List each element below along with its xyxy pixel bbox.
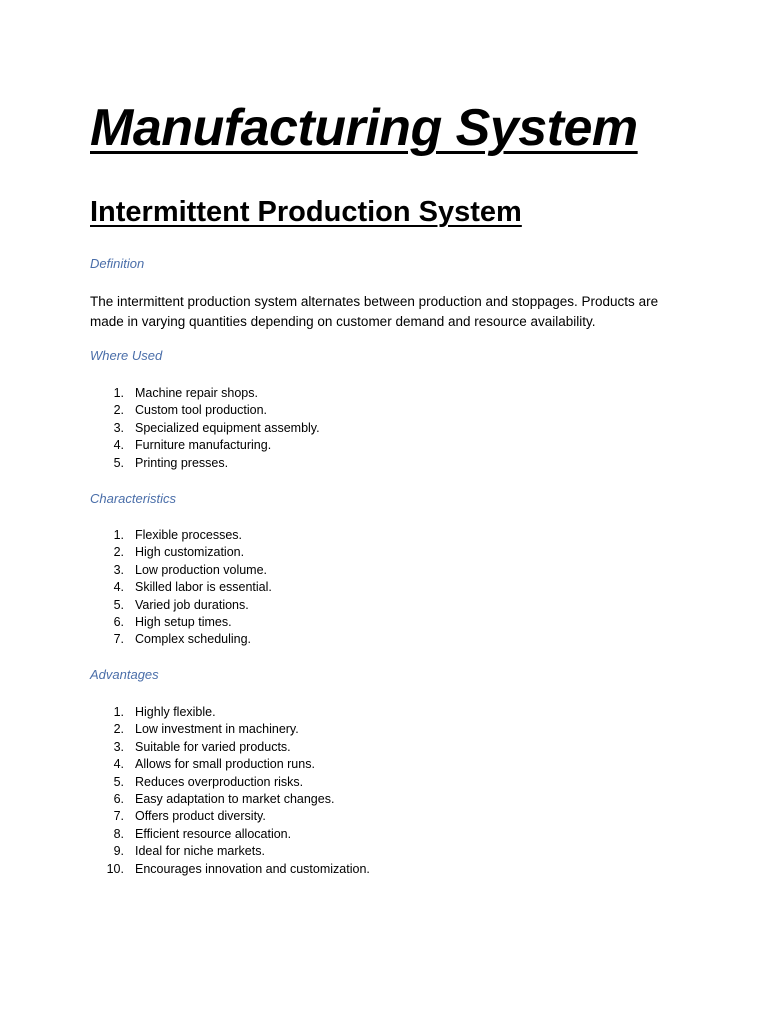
list-item: [90, 455, 320, 472]
list-item-number: 5.: [113, 597, 124, 612]
list-item-text: Suitable for varied products.: [135, 739, 291, 754]
list-item-text: Furniture manufacturing.: [135, 438, 272, 453]
list-item-number: 4.: [113, 757, 124, 772]
list-item-number: 3.: [113, 420, 124, 435]
list-item: [90, 437, 320, 454]
list-item-text: Machine repair shops.: [135, 386, 258, 400]
list-item-number: 7.: [113, 809, 124, 824]
list-item-number: 6.: [113, 615, 124, 630]
list-item: [90, 385, 320, 402]
list-item-number: 4.: [113, 580, 124, 595]
list-item-text: High setup times.: [135, 615, 232, 630]
characteristics-heading: Characteristics: [90, 491, 176, 506]
list-item-text: Low production volume.: [135, 562, 268, 577]
list-item: [90, 808, 370, 825]
list-item: [90, 562, 272, 579]
list-item: [90, 791, 370, 808]
list-item-text: Efficient resource allocation.: [135, 826, 292, 841]
list-item: [90, 402, 320, 419]
list-item: [90, 544, 272, 561]
list-item-number: 7.: [113, 632, 124, 647]
list-item-text: Printing presses.: [135, 455, 229, 470]
list-item-text: Ideal for niche markets.: [135, 844, 265, 859]
list-item: [90, 420, 320, 437]
document-title: Manufacturing System: [90, 99, 638, 157]
list-item-number: 1.: [113, 386, 124, 400]
list-item-text: Flexible processes.: [135, 528, 242, 542]
list-item-text: Allows for small production runs.: [135, 757, 315, 772]
list-item-text: High customization.: [135, 545, 245, 560]
definition-heading: Definition: [90, 256, 145, 271]
characteristics-list: [90, 527, 272, 649]
list-item-number: 10.: [106, 861, 124, 876]
list-item: [90, 756, 370, 773]
list-item: [90, 631, 272, 648]
list-item-text: Reduces overproduction risks.: [135, 774, 304, 789]
list-item: [90, 774, 370, 791]
list-item: [90, 739, 370, 756]
list-item-text: Complex scheduling.: [135, 632, 252, 647]
list-item: [90, 614, 272, 631]
list-item: [90, 527, 272, 544]
list-item-text: Specialized equipment assembly.: [135, 420, 320, 435]
list-item-text: Highly flexible.: [135, 705, 216, 719]
where-used-list: [90, 385, 320, 472]
list-item: [90, 843, 370, 860]
list-item-text: Offers product diversity.: [135, 809, 266, 824]
list-item: [90, 704, 370, 721]
list-item-text: Varied job durations.: [135, 597, 249, 612]
list-item-text: Low investment in machinery.: [135, 722, 299, 737]
list-item: [90, 721, 370, 738]
advantages-heading: Advantages: [90, 667, 159, 682]
advantages-list: [90, 704, 370, 878]
definition-paragraph: The intermittent production system alternates between production and stoppages. Products are made in varying quantities depending on customer demand and resource availability.: [90, 294, 659, 329]
list-item-number: 3.: [113, 739, 124, 754]
list-item-number: 5.: [113, 774, 124, 789]
list-item-number: 2.: [113, 403, 124, 418]
where-used-heading: Where Used: [90, 348, 163, 363]
list-item-number: 3.: [113, 562, 124, 577]
list-item: [90, 826, 370, 843]
list-item-number: 2.: [113, 545, 124, 560]
list-item-number: 9.: [113, 844, 124, 859]
list-item: [90, 597, 272, 614]
list-item-number: 5.: [113, 455, 124, 470]
list-item-text: Skilled labor is essential.: [135, 580, 272, 595]
list-item-number: 1.: [113, 528, 124, 542]
list-item-number: 1.: [113, 705, 124, 719]
list-item-number: 2.: [113, 722, 124, 737]
list-item-number: 8.: [113, 826, 124, 841]
list-item-number: 4.: [113, 438, 124, 453]
section-title: Intermittent Production System: [90, 196, 522, 228]
list-item-text: Custom tool production.: [135, 403, 268, 418]
list-item: [90, 579, 272, 596]
list-item-number: 6.: [113, 792, 124, 807]
list-item: [90, 861, 370, 878]
list-item-text: Encourages innovation and customization.: [135, 861, 370, 876]
list-item-text: Easy adaptation to market changes.: [135, 792, 335, 807]
